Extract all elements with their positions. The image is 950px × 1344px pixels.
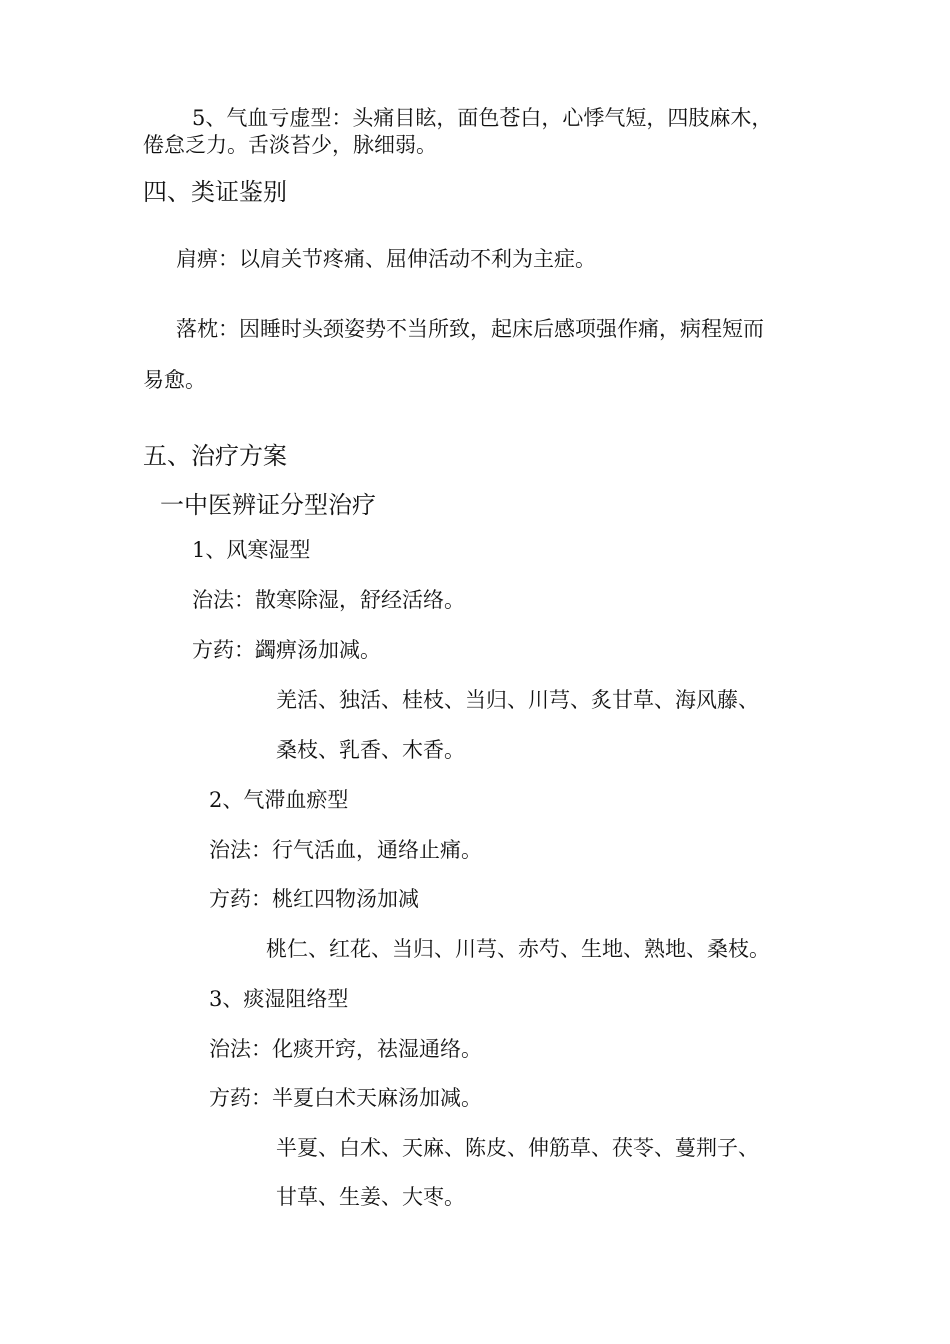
deficiency-line-2: 倦怠乏力。舌淡苔少，脉细弱。 — [143, 133, 437, 157]
type-1-method: 治法：散寒除湿，舒经活络。 — [192, 588, 465, 612]
type-1-herbs-line-2: 桑枝、乳香、木香。 — [276, 738, 465, 762]
type-3-herbs-line-2: 甘草、生姜、大枣。 — [276, 1185, 465, 1209]
deficiency-line-1: 5、气血亏虚型：头痛目眩，面色苍白，心悸气短，四肢麻木， — [192, 106, 773, 130]
type-2-formula: 方药：桃红四物汤加减 — [209, 887, 419, 911]
type-1-formula: 方药：蠲痹汤加减。 — [192, 638, 381, 662]
subsection-1-title: 一中医辨证分型治疗 — [160, 491, 376, 519]
type-1-title: 1、风寒湿型 — [192, 538, 311, 562]
section-4-title: 四、类证鉴别 — [143, 178, 287, 206]
type-2-title: 2、气滞血瘀型 — [209, 788, 349, 812]
section-5-title: 五、治疗方案 — [143, 442, 287, 470]
type-2-herbs: 桃仁、红花、当归、川芎、赤芍、生地、熟地、桑枝。 — [266, 937, 770, 961]
type-2-method: 治法：行气活血，通络止痛。 — [209, 838, 482, 862]
type-3-herbs-line-1: 半夏、白术、天麻、陈皮、伸筋草、茯苓、蔓荆子、 — [276, 1136, 759, 1160]
type-3-formula: 方药：半夏白术天麻汤加减。 — [209, 1086, 482, 1110]
type-3-title: 3、痰湿阻络型 — [209, 987, 349, 1011]
differentiation-stiff-neck-line-2: 易愈。 — [143, 368, 206, 392]
type-1-herbs-line-1: 羌活、独活、桂枝、当归、川芎、炙甘草、海风藤、 — [276, 688, 759, 712]
differentiation-shoulder: 肩痹：以肩关节疼痛、屈伸活动不利为主症。 — [176, 247, 596, 271]
differentiation-stiff-neck-line-1: 落枕：因睡时头颈姿势不当所致，起床后感项强作痛，病程短而 — [176, 317, 764, 341]
type-3-method: 治法：化痰开窍，祛湿通络。 — [209, 1037, 482, 1061]
